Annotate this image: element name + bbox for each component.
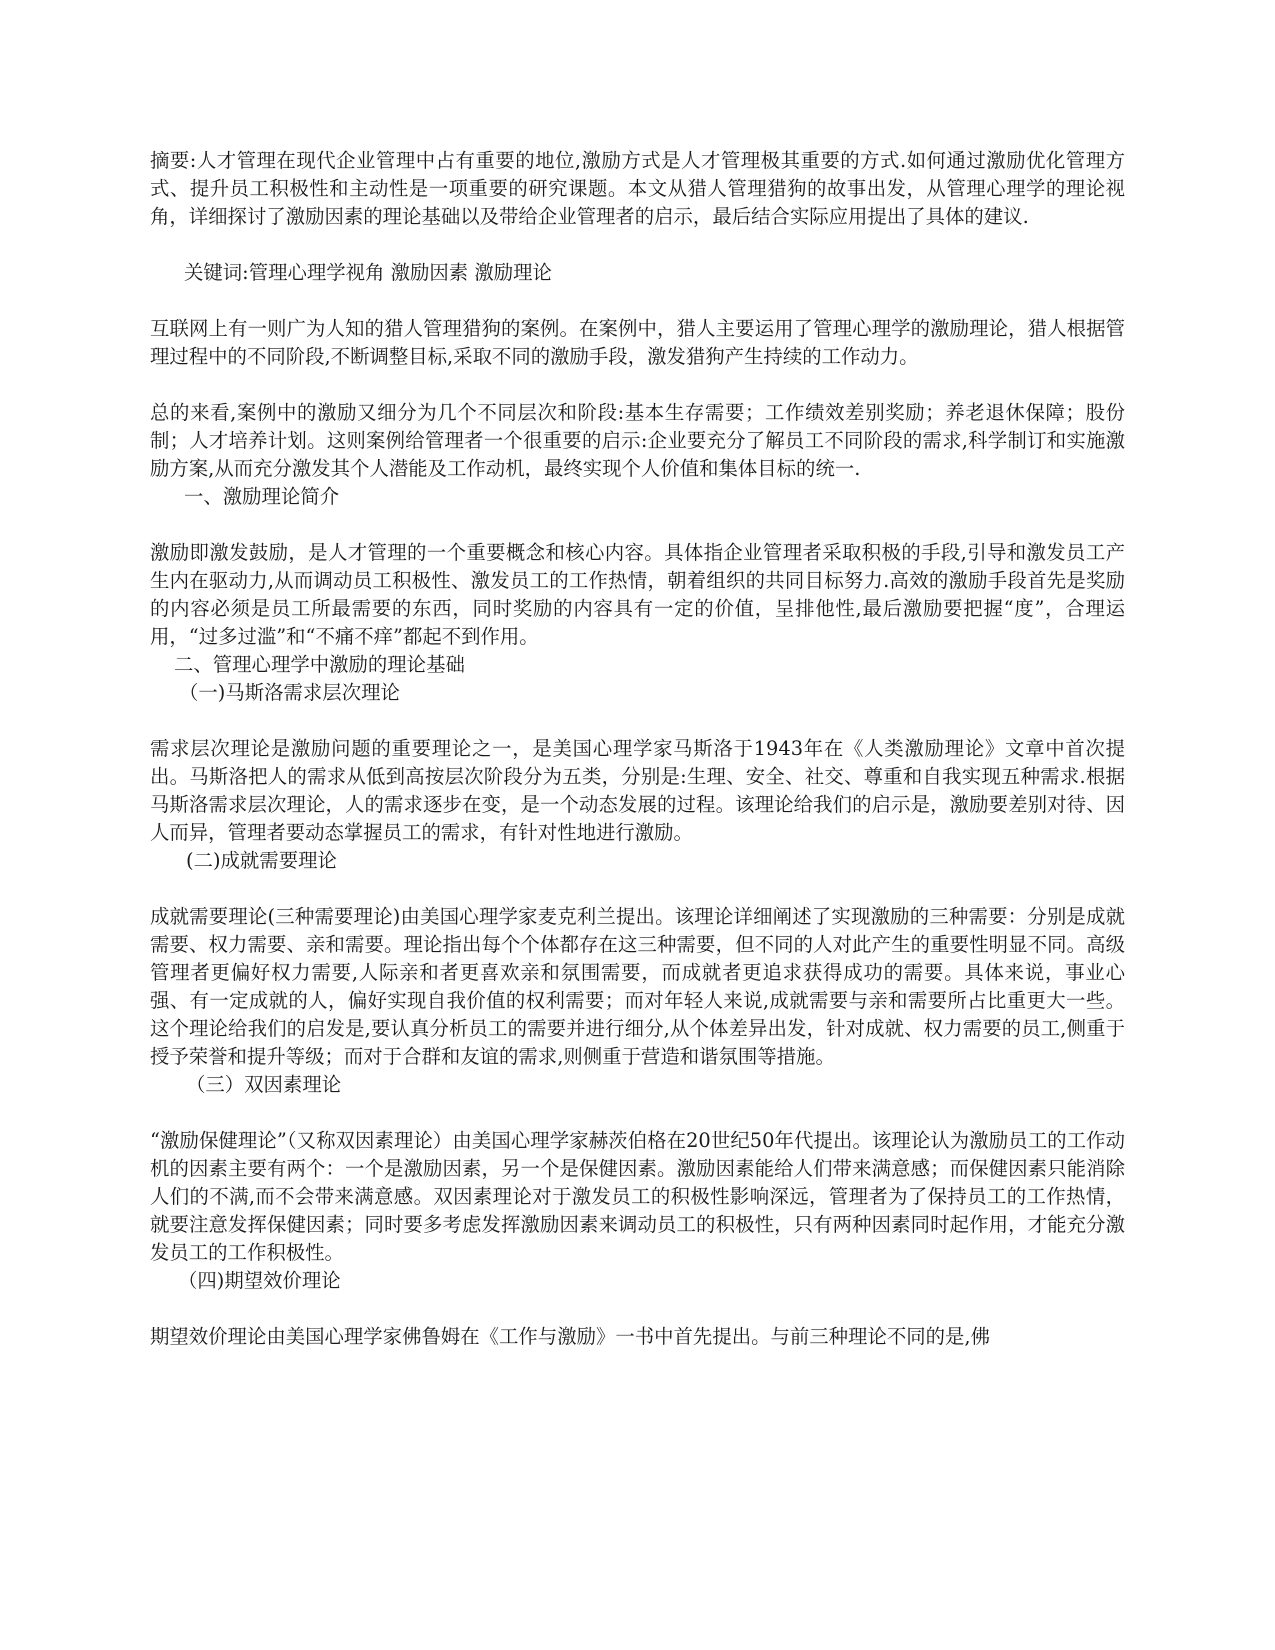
subsection-4-heading: （四)期望效价理论 [178,1269,341,1292]
section-2-heading: 二、管理心理学中激励的理论基础 [174,653,465,676]
abstract-paragraph: 摘要:人才管理在现代企业管理中占有重要的地位,激励方式是人才管理极其重要的方式.如何通过激励优化管理方式、提升员工积极性和主动性是一项重要的研究课题。本文从猎人管理猎狗的故事出发，从管理心理学的理论视角，详细探讨了激励因素的理论基础以及带给企业管理者的启示，最后结合实际应用提出了具体的建议. [150,149,1125,228]
document-body [150,147,1125,1351]
subsection-1-heading: （一)马斯洛需求层次理论 [179,681,400,704]
section-1-paragraph: 激励即激发鼓励，是人才管理的一个重要概念和核心内容。具体指企业管理者采取积极的手段,引导和激发员工产生内在驱动力,从而调动员工积极性、激发员工的工作热情，朝着组织的共同目标努力.高效的激励手段首先是奖励的内容必须是员工所最需要的东西，同时奖励的内容具有一定的价值，呈排他性,最后激励要把握“度”，合理运用，“过多过滥”和“不痛不痒”都起不到作用。 [150,541,1125,648]
subsection-3-heading: （三）双因素理论 [186,1073,342,1096]
section-1-heading: 一、激励理论简介 [184,485,340,508]
intro-paragraph-1: 互联网上有一则广为人知的猎人管理猎狗的案例。在案例中，猎人主要运用了管理心理学的激励理论，猎人根据管理过程中的不同阶段,不断调整目标,采取不同的激励手段，激发猎狗产生持续的工作动力。 [150,317,1125,368]
subsection-2-heading: (二)成就需要理论 [186,849,337,872]
keywords-line: 关键词:管理心理学视角 激励因素 激励理论 [184,261,552,284]
subsection-4-paragraph: 期望效价理论由美国心理学家佛鲁姆在《工作与激励》一书中首先提出。与前三种理论不同的是,佛 [150,1325,990,1348]
subsection-1-paragraph: 需求层次理论是激励问题的重要理论之一，是美国心理学家马斯洛于1943年在《人类激励理论》文章中首次提出。马斯洛把人的需求从低到高按层次阶段分为五类，分别是:生理、安全、社交、尊重和自我实现五种需求.根据马斯洛需求层次理论，人的需求逐步在变，是一个动态发展的过程。该理论给我们的启示是，激励要差别对待、因人而异，管理者要动态掌握员工的需求，有针对性地进行激励。 [150,737,1125,844]
subsection-2-paragraph: 成就需要理论(三种需要理论)由美国心理学家麦克利兰提出。该理论详细阐述了实现激励的三种需要：分别是成就需要、权力需要、亲和需要。理论指出每个个体都存在这三种需要，但不同的人对此产生的重要性明显不同。高级管理者更偏好权力需要,人际亲和者更喜欢亲和氛围需要，而成就者更追求获得成功的需要。具体来说，事业心强、有一定成就的人，偏好实现自我价值的权利需要；而对年轻人来说,成就需要与亲和需要所占比重更大一些。这个理论给我们的启发是,要认真分析员工的需要并进行细分,从个体差异出发，针对成就、权力需要的员工,侧重于授予荣誉和提升等级；而对于合群和友谊的需求,则侧重于营造和谐氛围等措施。 [150,905,1125,1068]
subsection-3-paragraph: “激励保健理论”（又称双因素理论）由美国心理学家赫茨伯格在20世纪50年代提出。该理论认为激励员工的工作动机的因素主要有两个：一个是激励因素，另一个是保健因素。激励因素能给人们带来满意感；而保健因素只能消除人们的不满,而不会带来满意感。双因素理论对于激发员工的积极性影响深远，管理者为了保持员工的工作热情，就要注意发挥保健因素；同时要多考虑发挥激励因素来调动员工的积极性，只有两种因素同时起作用，才能充分激发员工的工作积极性。 [150,1129,1125,1264]
intro-paragraph-2: 总的来看,案例中的激励又细分为几个不同层次和阶段:基本生存需要；工作绩效差别奖励；养老退休保障；股份制；人才培养计划。这则案例给管理者一个很重要的启示:企业要充分了解员工不同阶段的需求,科学制订和实施激励方案,从而充分激发其个人潜能及工作动机，最终实现个人价值和集体目标的统一. [150,401,1125,480]
